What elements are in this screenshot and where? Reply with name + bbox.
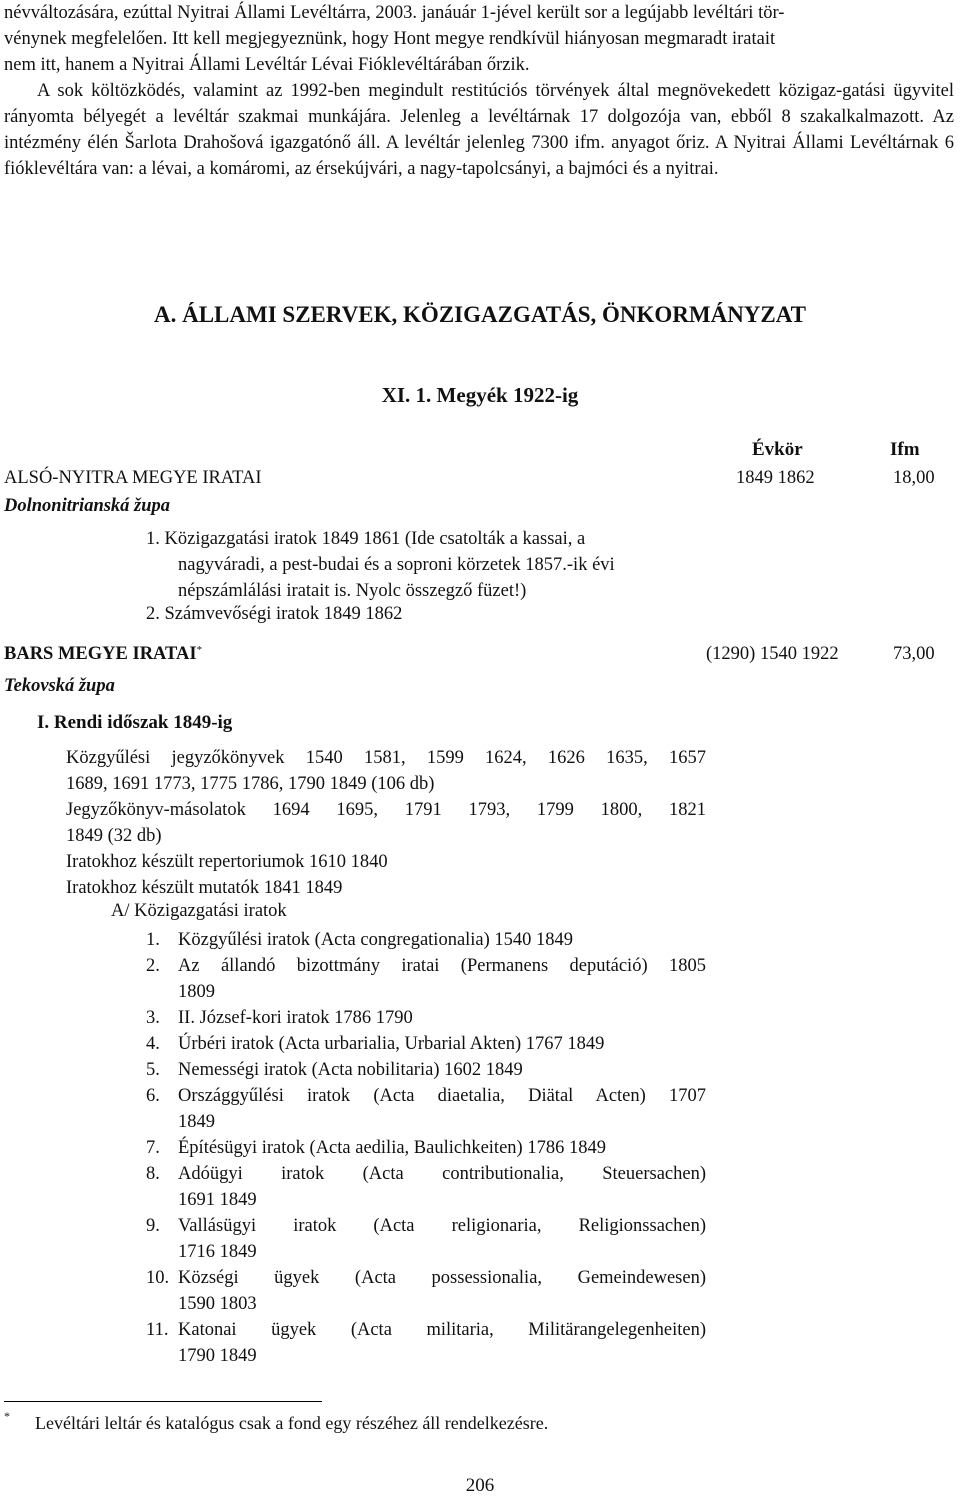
fond-years: 1849 1862 — [736, 468, 815, 488]
period-heading: I. Rendi időszak 1849-ig — [37, 712, 233, 733]
item-text-cont: 1849 — [178, 1112, 215, 1132]
column-header-ifm: Ifm — [890, 439, 920, 460]
intro-line-3: nem itt, hanem a Nyitrai Állami Levéltár Lévai Fióklevéltárában őrzik. — [4, 55, 530, 75]
page-number: 206 — [465, 1475, 495, 1496]
item-text-cont: 1691 1849 — [178, 1190, 257, 1210]
item-text: Közgyűlési iratok (Acta congregationalia) 1540 1849 — [178, 930, 574, 950]
summary-line: Iratokhoz készült repertoriumok 1610 1840 — [66, 852, 388, 872]
item-text-cont: 1809 — [178, 982, 215, 1002]
item-number: 3. — [146, 1008, 160, 1028]
fond-item-1-line-1: 1. Közigazgatási iratok 1849 1861 (Ide csatolták a kassai, a — [146, 529, 586, 549]
fond-ifm: 18,00 — [893, 468, 935, 488]
footnote-divider — [4, 1401, 322, 1402]
subsection-title: XI. 1. Megyék 1922-ig — [381, 383, 579, 407]
intro-paragraph-2: A sok költözködés, valamint az 1992-ben megindult restitúciós törvények által megnövekedett közigaz-gatási ügyvitel rányomta bélyegét a levéltár szakmai munkájára. Jelenleg a levéltárnak 17 dolgozója van, ebből 8 szakalkalmazott. Az intézmény élén Šarlota Drahošová igazgatónő áll. A levéltár jelenleg 7300 ifm. anyagot őriz. A Nyitrai Állami Levéltárnak 6 fióklevéltára van: a lévai, a komáromi, az érsekújvári, a nagy-tapolcsányi, a bajmóci és a nyitrai. — [4, 81, 954, 179]
fond-slovak-name: Tekovská župa — [4, 676, 115, 696]
footnote-text: Levéltári leltár és katalógus csak a fond egy részéhez áll rendelkezésre. — [35, 1413, 549, 1433]
fond-summary-lines — [66, 745, 706, 901]
item-number: 7. — [146, 1138, 160, 1158]
fond-title-bars — [4, 644, 202, 665]
intro-line-1: névváltozására, ezúttal Nyitrai Állami Levéltárra, 2003. janáuár 1-jével került sor a legújabb levéltári tör- — [4, 3, 785, 23]
fond-title-bars-text: BARS MEGYE IRATAI — [4, 644, 197, 664]
fond-slovak-name: Dolnonitrianská župa — [4, 496, 171, 516]
column-header-evkor: Évkör — [752, 439, 803, 460]
item-number: 11. — [146, 1320, 169, 1340]
group-heading: A/ Közigazgatási iratok — [111, 901, 287, 921]
item-text: Nemességi iratok (Acta nobilitaria) 1602 1849 — [178, 1060, 523, 1080]
item-text: Országgyűlési iratok (Acta diaetalia, Diätal Acten) 1707 — [178, 1086, 706, 1106]
summary-line: Iratokhoz készült mutatók 1841 1849 — [66, 878, 343, 898]
fond-ifm: 73,00 — [893, 644, 935, 664]
item-text: Építésügyi iratok (Acta aedilia, Baulichkeiten) 1786 1849 — [178, 1138, 606, 1158]
intro-line-2: vénynek megfelelően. Itt kell megjegyeznünk, hogy Hont megye rendkívül hiányosan megmaradt iratait — [4, 29, 776, 49]
item-text: Az állandó bizottmány iratai (Permanens deputáció) 1805 — [178, 956, 706, 976]
summary-line: Jegyzőkönyv-másolatok 1694 1695, 1791 1793, 1799 1800, 1821 — [66, 800, 706, 820]
item-number: 8. — [146, 1164, 160, 1184]
item-text: Községi ügyek (Acta possessionalia, Gemeindewesen) — [178, 1268, 706, 1288]
item-number: 1. — [146, 930, 160, 950]
item-number: 10. — [146, 1268, 170, 1288]
item-text: Úrbéri iratok (Acta urbarialia, Urbarial Akten) 1767 1849 — [178, 1034, 605, 1054]
item-text: II. József-kori iratok 1786 1790 — [178, 1008, 413, 1028]
item-number: 9. — [146, 1216, 160, 1236]
item-text-cont: 1790 1849 — [178, 1346, 257, 1366]
fond-item-2: 2. Számvevőségi iratok 1849 1862 — [146, 604, 403, 624]
fond-title-also-nyitra: ALSÓ-NYITRA MEGYE IRATAI — [4, 468, 262, 488]
footnote-mark: * — [4, 1409, 10, 1423]
item-text: Katonai ügyek (Acta militaria, Militärangelegenheiten) — [178, 1320, 706, 1340]
item-text-cont: 1590 1803 — [178, 1294, 257, 1314]
fond-years: (1290) 1540 1922 — [706, 644, 839, 664]
fond-item-1-line-2: nagyváradi, a pest-budai és a soproni körzetek 1857.-ik évi — [178, 555, 615, 575]
summary-line: 1849 (32 db) — [66, 826, 162, 846]
item-text: Vallásügyi iratok (Acta religionaria, Religionssachen) — [178, 1216, 706, 1236]
item-text: Adóügyi iratok (Acta contributionalia, Steuersachen) — [178, 1164, 706, 1184]
item-number: 5. — [146, 1060, 160, 1080]
summary-line: 1689, 1691 1773, 1775 1786, 1790 1849 (106 db) — [66, 774, 435, 794]
item-number: 2. — [146, 956, 160, 976]
section-title: A. ÁLLAMI SZERVEK, KÖZIGAZGATÁS, ÖNKORMÁNYZAT — [154, 302, 806, 327]
fond-item-1-line-3: népszámlálási iratait is. Nyolc összegző füzet!) — [178, 581, 527, 601]
item-number: 6. — [146, 1086, 160, 1106]
item-text-cont: 1716 1849 — [178, 1242, 257, 1262]
footnote-reference: * — [196, 644, 203, 656]
item-number: 4. — [146, 1034, 160, 1054]
summary-line: Közgyűlési jegyzőkönyvek 1540 1581, 1599 1624, 1626 1635, 1657 — [66, 748, 706, 768]
fond-item-1 — [146, 526, 615, 604]
